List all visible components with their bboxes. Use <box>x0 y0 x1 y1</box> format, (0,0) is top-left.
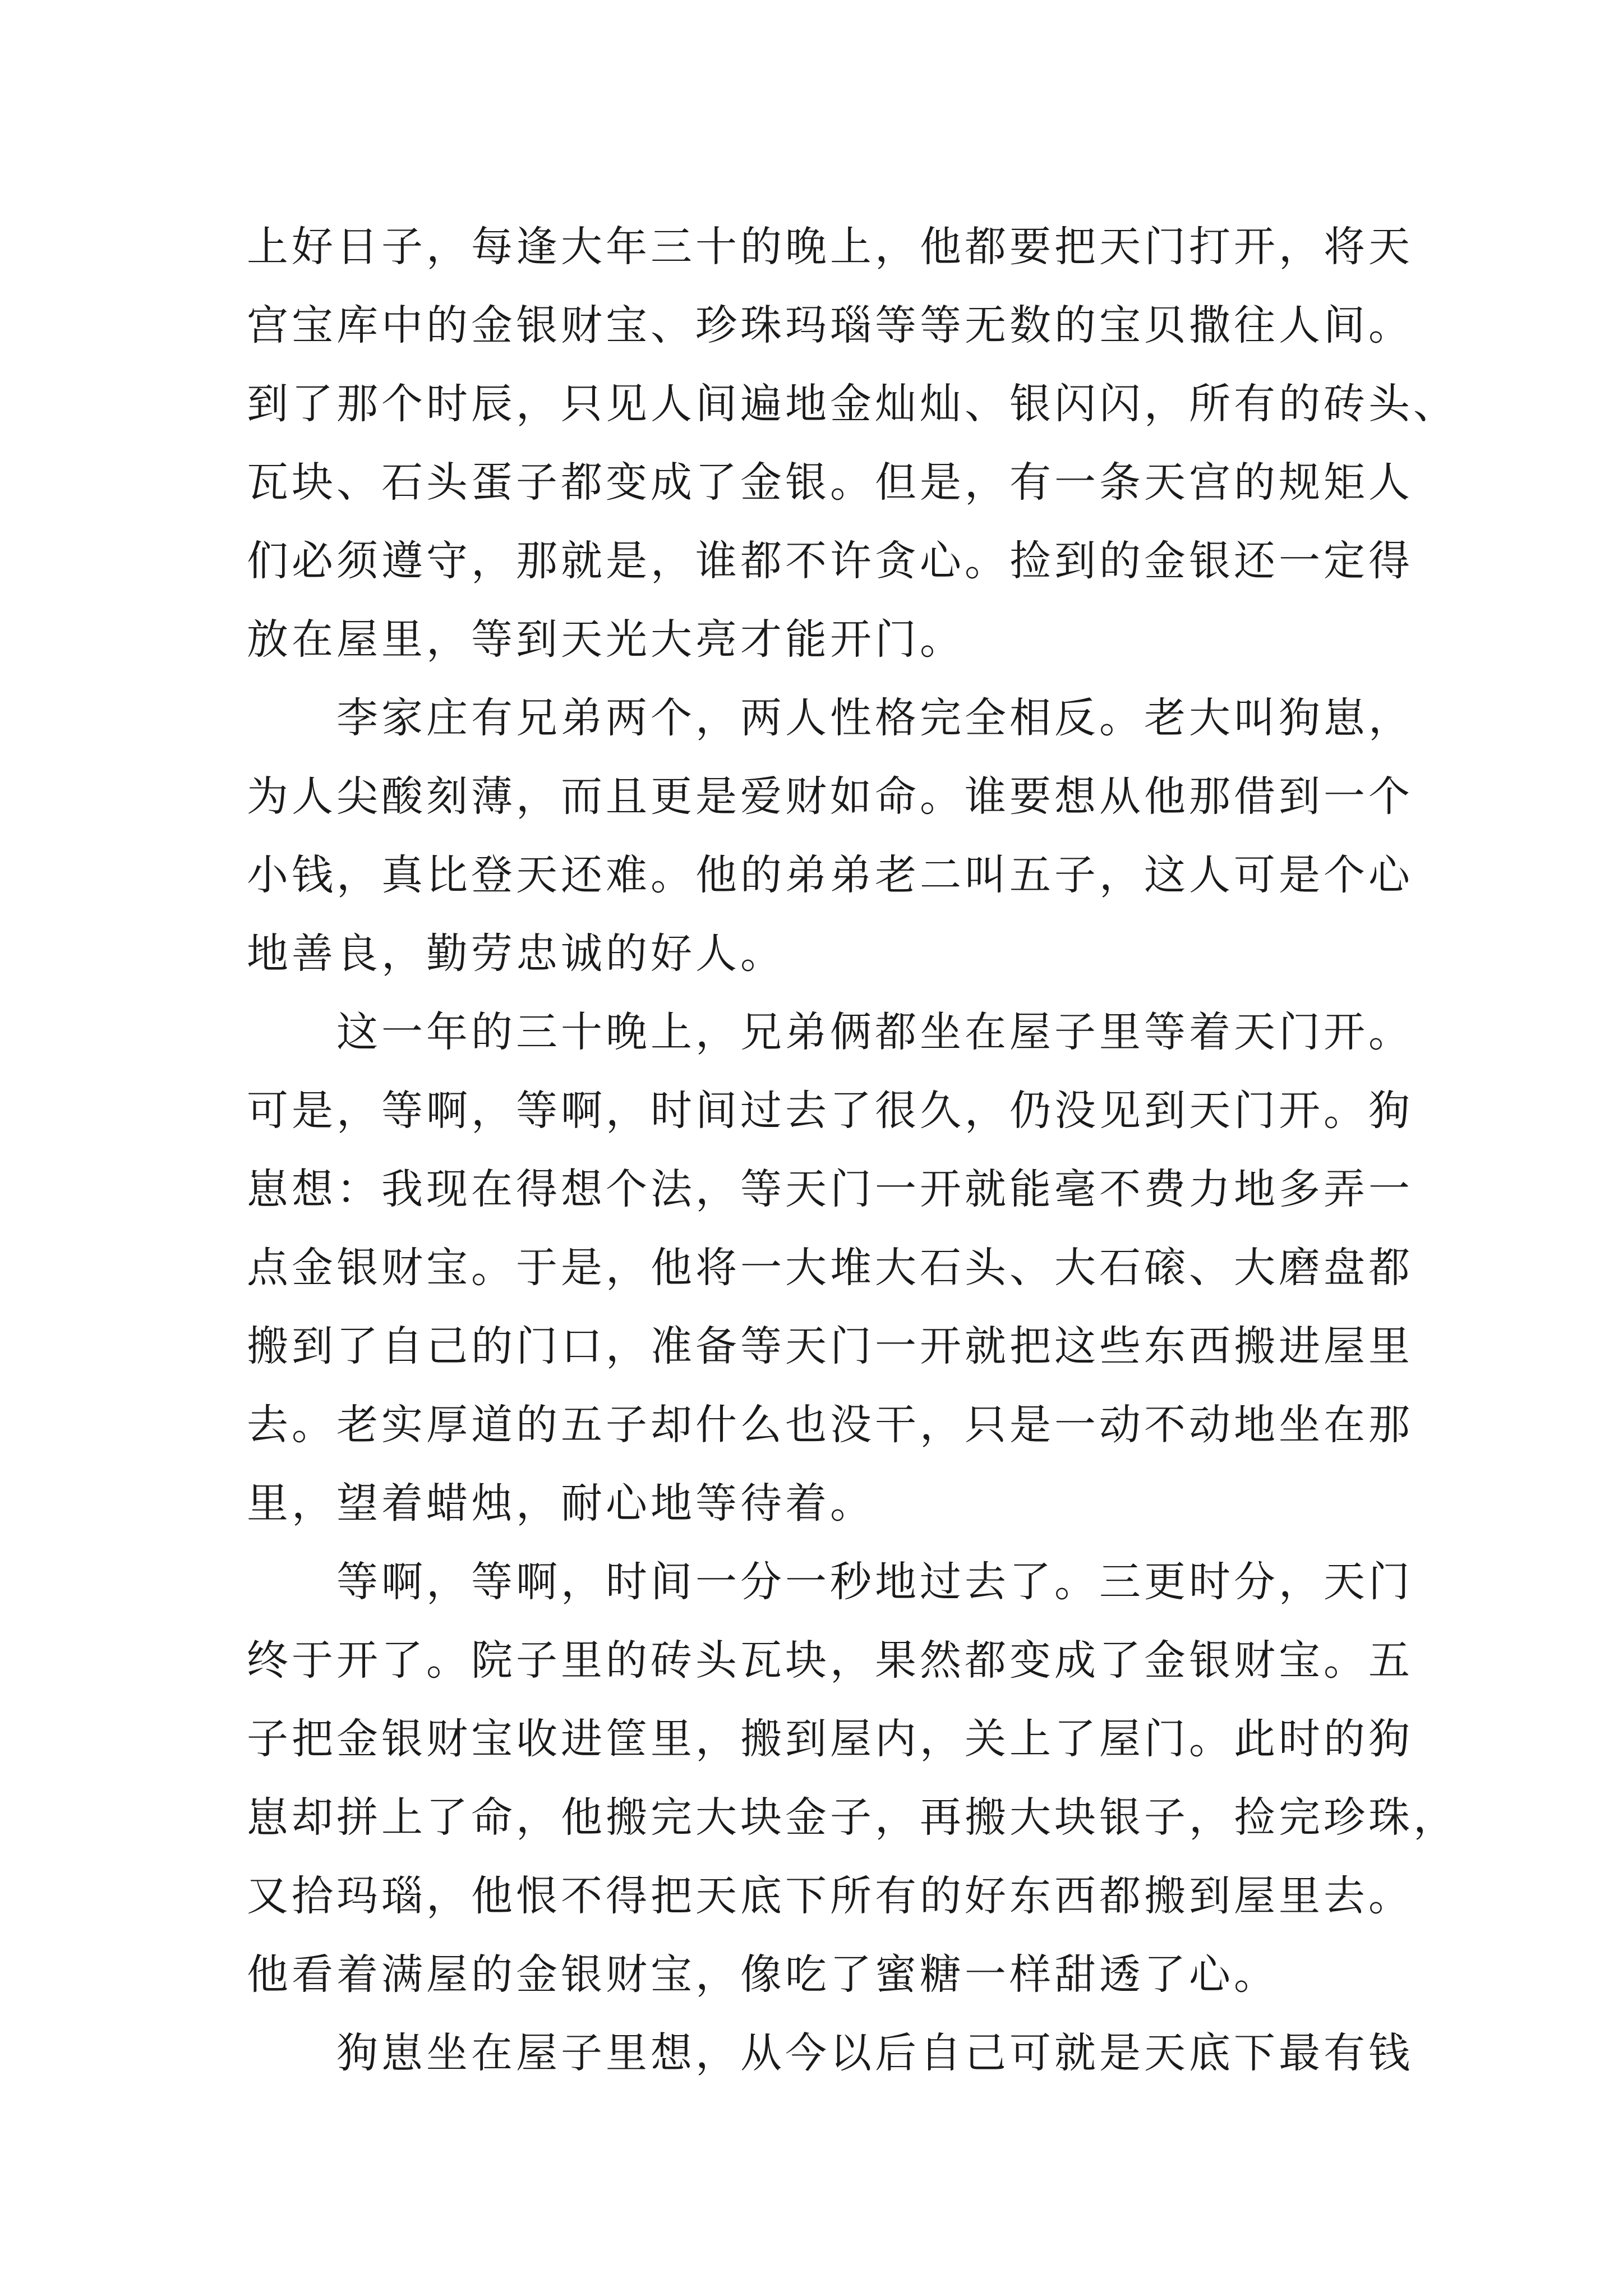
text-line: 小钱，真比登天还难。他的弟弟老二叫五子，这人可是个心 <box>247 851 1413 899</box>
text-line: 上好日子，每逢大年三十的晚上，他都要把天门打开，将天 <box>247 223 1413 271</box>
text-line: 去。老实厚道的五子却什么也没干，只是一动不动地坐在那 <box>247 1401 1413 1449</box>
text-line: 终于开了。院子里的砖头瓦块，果然都变成了金银财宝。五 <box>247 1636 1413 1685</box>
text-line: 子把金银财宝收进筐里，搬到屋内，关上了屋门。此时的狗 <box>247 1715 1413 1763</box>
text-line: 里，望着蜡烛，耐心地等待着。 <box>247 1479 875 1527</box>
text-line: 瓦块、石头蛋子都变成了金银。但是，有一条天宫的规矩人 <box>247 458 1413 507</box>
text-line: 他看着满屋的金银财宝，像吃了蜜糖一样甜透了心。 <box>247 1950 1279 1999</box>
paragraph-first-line: 等啊，等啊，时间一分一秒地过去了。三更时分，天门 <box>336 1558 1413 1606</box>
paragraph-first-line: 狗崽坐在屋子里想，从今以后自己可就是天底下最有钱 <box>336 2029 1413 2077</box>
text-line: 到了那个时辰，只见人间遍地金灿灿、银闪闪，所有的砖头、 <box>247 380 1458 428</box>
text-line: 崽却拼上了命，他搬完大块金子，再搬大块银子，捡完珍珠， <box>247 1793 1458 1842</box>
text-line: 为人尖酸刻薄，而且更是爱财如命。谁要想从他那借到一个 <box>247 772 1413 821</box>
text-line: 地善良，勤劳忠诚的好人。 <box>247 930 785 978</box>
text-line: 搬到了自己的门口，准备等天门一开就把这些东西搬进屋里 <box>247 1322 1413 1370</box>
text-line: 崽想：我现在得想个法，等天门一开就能毫不费力地多弄一 <box>247 1165 1413 1213</box>
text-line: 点金银财宝。于是，他将一大堆大石头、大石磙、大磨盘都 <box>247 1244 1413 1292</box>
text-line: 又拾玛瑙，他恨不得把天底下所有的好东西都搬到屋里去。 <box>247 1872 1413 1920</box>
text-line: 放在屋里，等到天光大亮才能开门。 <box>247 615 965 664</box>
text-line: 们必须遵守，那就是，谁都不许贪心。捡到的金银还一定得 <box>247 537 1413 585</box>
text-line: 宫宝库中的金银财宝、珍珠玛瑙等等无数的宝贝撒往人间。 <box>247 301 1413 349</box>
paragraph-first-line: 李家庄有兄弟两个，两人性格完全相反。老大叫狗崽， <box>336 694 1413 742</box>
story-text-body <box>247 208 1458 2092</box>
text-line: 可是，等啊，等啊，时间过去了很久，仍没见到天门开。狗 <box>247 1087 1413 1135</box>
paragraph-first-line: 这一年的三十晚上，兄弟俩都坐在屋子里等着天门开。 <box>336 1008 1413 1056</box>
